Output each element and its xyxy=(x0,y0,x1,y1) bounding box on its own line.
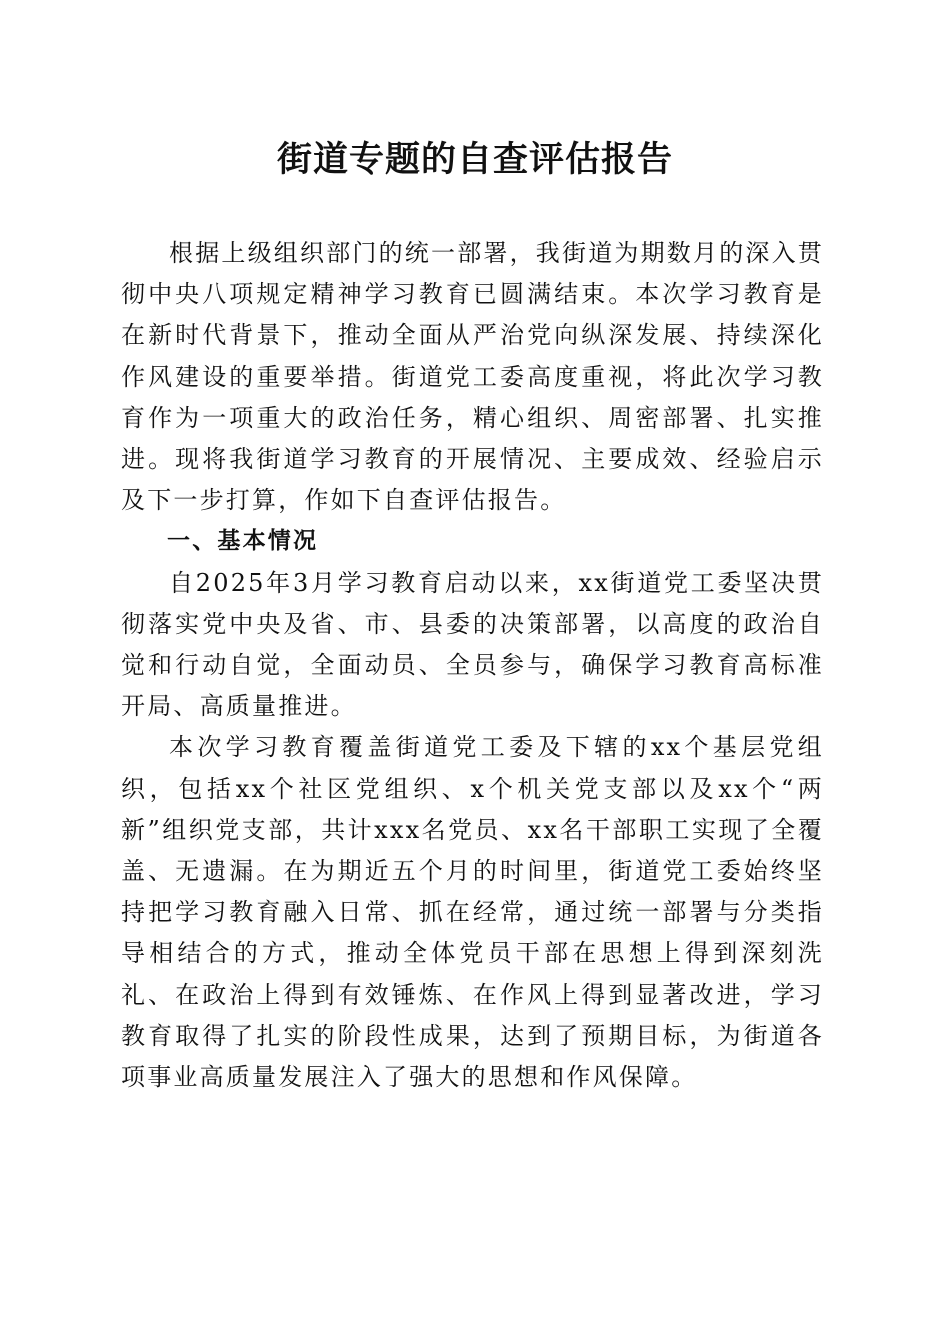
document-body xyxy=(121,233,824,1098)
paragraph-intro: 根据上级组织部门的统一部署，我街道为期数月的深入贯彻中央八项规定精神学习教育已圆满结束。本次学习教育是在新时代背景下，推动全面从严治党向纵深发展、持续深化作风建设的重要举措。街道党工委高度重视，将此次学习教育作为一项重大的政治任务，精心组织、周密部署、扎实推进。现将我街道学习教育的开展情况、主要成效、经验启示及下一步打算，作如下自查评估报告。 xyxy=(121,239,824,515)
document-title: 街道专题的自查评估报告 xyxy=(276,139,673,180)
section-heading-basic-situation: 一、基本情况 xyxy=(167,528,319,555)
paragraph-launch: 自2025年3月学习教育启动以来，xx街道党工委坚决贯彻落实党中央及省、市、县委的决策部署，以高度的政治自觉和行动自觉，全面动员、全员参与，确保学习教育高标准开局、高质量推进。 xyxy=(121,568,824,721)
paragraph-coverage: 本次学习教育覆盖街道党工委及下辖的xx个基层党组织，包括xx个社区党组织、x个机关党支部以及xx个“两新”组织党支部，共计xxx名党员、xx名干部职工实现了全覆盖、无遗漏。在为期近五个月的时间里，街道党工委始终坚持把学习教育融入日常、抓在经常，通过统一部署与分类指导相结合的方式，推动全体党员干部在思想上得到深刻洗礼、在政治上得到有效锤炼、在作风上得到显著改进，学习教育取得了扎实的阶段性成果，达到了预期目标，为街道各项事业高质量发展注入了强大的思想和作风保障。 xyxy=(121,733,824,1092)
